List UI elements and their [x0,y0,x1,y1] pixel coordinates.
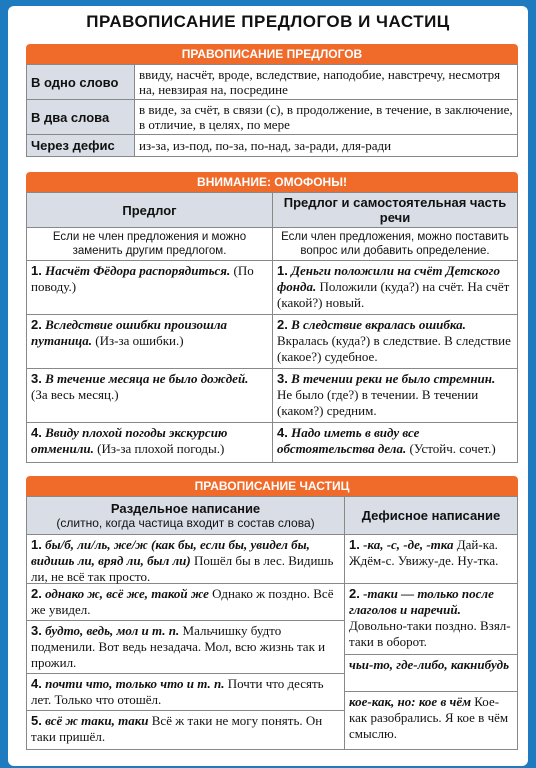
row-text: в виде, за счёт, в связи (с), в продолжение, в течение, в заключение, в отличие, в целях, по мере [135,100,518,135]
row-label: В два слова [27,100,135,135]
table-row [27,423,518,463]
list-item: 1. бы/б, ли/ль, же/ж (как бы, если бы, увидел бы, видишь ли, вряд ли, был ли) Пошёл бы в лес. Видишь ли, не всё так просто. [27,535,344,584]
list-item: 2. -таки — только после глаголов и наречий. Довольно-таки поздно. Взял-таки в оборот. [345,584,517,655]
row-text: ввиду, насчёт, вроде, вследствие, наподобие, навстречу, несмотря на, невзирая на, посредине [135,65,518,100]
col-head-independent: Предлог и самостоятельная часть речи [273,193,518,228]
list-item: 3. будто, ведь, мол и т. п. Мальчишку будто подменили. Вот ведь незадача. Мол, всю жизнь так и прожил. [27,621,344,674]
homonyms-header: ВНИМАНИЕ: ОМОФОНЫ! [26,172,518,192]
table-header-row [27,193,518,228]
example-right: 1. Деньги положили на счёт Детского фонда. Положили (куда?) на счёт. На счёт (какой?) новый. [273,261,518,315]
col-head-preposition: Предлог [27,193,273,228]
table-subhead-row [27,228,518,261]
row-text: из-за, из-под, по-за, по-над, за-ради, для-ради [135,135,518,157]
col-sub-separate: (слитно, когда частица входит в состав слова) [56,515,315,530]
table-body-row [27,535,518,750]
particles-section [26,476,518,750]
table-row [27,65,518,100]
list-item: кое-как, но: кое в чём Кое-как разобрались. Я кое в чём смыслю. [349,694,509,741]
col-head-hyphen: Дефисное написание [345,497,518,535]
table-row [27,315,518,369]
col-sub-independent: Если член предложения, можно поставить вопрос или добавить определение. [273,228,518,261]
table-row [27,100,518,135]
poster [8,6,528,766]
homonyms-table [26,192,518,463]
col-head-separate: Раздельное написание (слитно, когда частица входит в состав слова) [27,497,345,535]
example-right: 2. В следствие вкралась ошибка. Вкралась (куда?) в следствие. В следствие (какое?) судебное. [273,315,518,369]
example-left: 1. Насчёт Фёдора распорядиться. (По поводу.) [27,261,273,315]
example-left: 3. В течение месяца не было дождей. (За весь месяц.) [27,369,273,423]
example-right: 4. Надо иметь в виду все обстоятельства дела. (Устойч. сочет.) [273,423,518,463]
list-item: 1. -ка, -с, -де, -тка Дай-ка. Ждём-с. Увижу-де. Ну-тка. [345,535,517,584]
list-item: 2. однако ж, всё же, такой же Однако ж поздно. Всё же увидел. [27,584,344,621]
table-row [27,261,518,315]
hyphen-column [345,535,518,750]
row-label: Через дефис [27,135,135,157]
page-title: ПРАВОПИСАНИЕ ПРЕДЛОГОВ И ЧАСТИЦ [86,12,450,31]
example-left: 2. Вследствие ошибки произошла путаница. (Из-за ошибки.) [27,315,273,369]
row-label: В одно слово [27,65,135,100]
particles-header: ПРАВОПИСАНИЕ ЧАСТИЦ [26,476,518,496]
prepositions-table [26,64,518,157]
prepositions-header: ПРАВОПИСАНИЕ ПРЕДЛОГОВ [26,44,518,64]
example-left: 4. Ввиду плохой погоды экскурсию отменили. (Из-за плохой погоды.) [27,423,273,463]
prepositions-section [26,44,518,157]
example-right: 3. В течении реки не было стремнин. Не было (где?) в течении. В течении (каком?) средним. [273,369,518,423]
table-row [27,135,518,157]
list-item: 4. почти что, только что и т. п. Почти что десять лет. Только что отошёл. [27,674,344,711]
homonyms-section [26,172,518,463]
table-header-row [27,497,518,535]
separate-column [27,535,345,750]
list-item: 5. всё ж таки, таки Всё ж таки не могу понять. Он таки пришёл. [31,713,323,744]
table-row [27,369,518,423]
col-sub-preposition: Если не член предложения и можно заменить другим предлогом. [27,228,273,261]
list-item: чьи-то, где-либо, какнибудь [345,655,517,692]
particles-table [26,496,518,750]
